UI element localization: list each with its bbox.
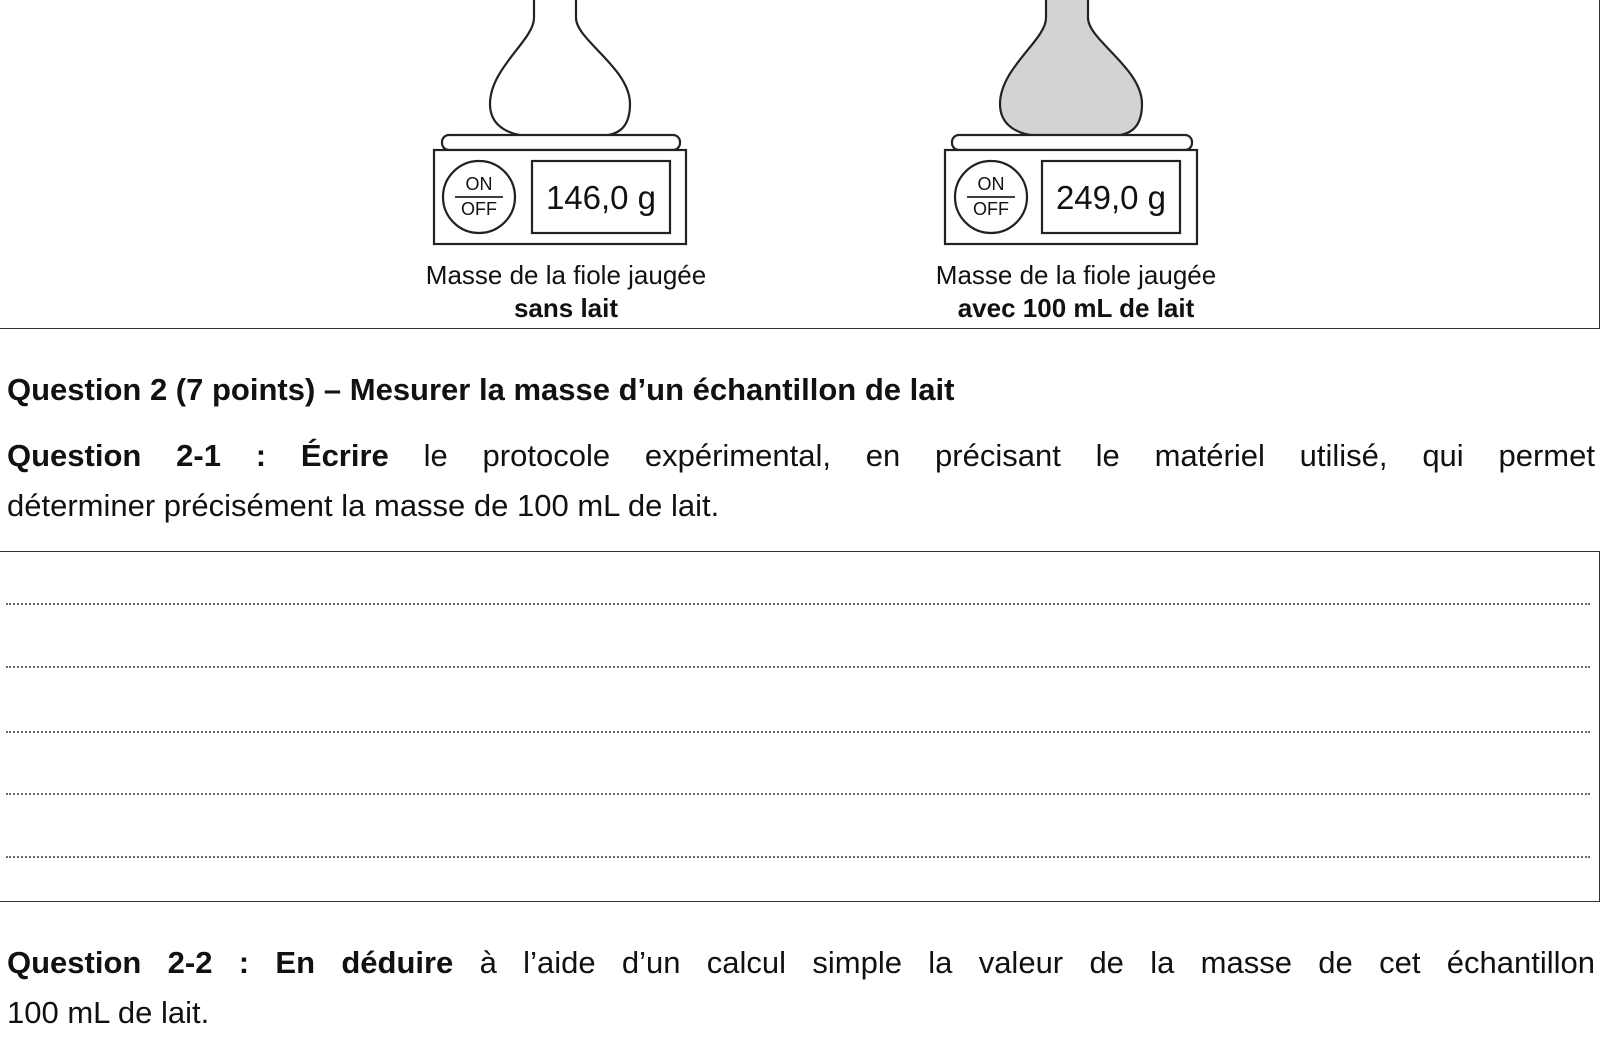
question-2-2-line1 (7, 938, 1595, 988)
caption-left-line2: sans lait (513, 293, 619, 323)
scale-reading: 249,0 g (1055, 179, 1167, 216)
caption-right-line2: avec 100 mL de lait (957, 293, 1195, 323)
button-label-on: ON (465, 174, 493, 194)
volumetric-flask-empty (490, 0, 630, 136)
scale-left (434, 135, 686, 244)
question-2-title: Question 2 (7 points) – Mesurer la masse d’un échantillon de lait (7, 372, 955, 407)
answer-line[interactable] (6, 856, 1590, 858)
caption-right (866, 259, 1286, 325)
caption-left-line1: Masse de la fiole jaugée (425, 260, 707, 290)
question-2-2-verb: En déduire (275, 945, 454, 980)
volumetric-flask-filled (1000, 0, 1142, 136)
question-2-2-text2: 100 mL de lait. (7, 995, 210, 1030)
question-2-2 (7, 938, 1595, 1038)
scale-pan (952, 135, 1192, 150)
answer-line[interactable] (6, 603, 1590, 605)
question-2-1-line1 (7, 431, 1595, 481)
answer-line[interactable] (6, 793, 1590, 795)
button-label-off: OFF (973, 199, 1009, 219)
question-2-2-label: Question 2-2 : (7, 945, 250, 980)
scale-reading: 146,0 g (545, 179, 657, 216)
caption-left (356, 259, 776, 325)
answer-line[interactable] (6, 731, 1590, 733)
question-2-1-verb: Écrire (300, 438, 389, 473)
question-2-1-text1: le protocole expérimental, en précisant le matériel utilisé, qui permet (423, 438, 1595, 473)
question-2-1-text2: déterminer précisément la masse de 100 mL de lait. (7, 488, 720, 523)
answer-line[interactable] (6, 666, 1590, 668)
question-2-1 (7, 431, 1595, 531)
question-2-2-text1: à l’aide d’un calcul simple la valeur de la masse de cet échantillon (479, 945, 1595, 980)
scale-right (945, 135, 1197, 244)
button-label-off: OFF (461, 199, 497, 219)
figure-illustration (0, 0, 1606, 335)
scale-pan (442, 135, 680, 150)
caption-right-line1: Masse de la fiole jaugée (935, 260, 1217, 290)
question-2-1-label: Question 2-1 : (7, 438, 267, 473)
button-label-on: ON (977, 174, 1005, 194)
answer-box[interactable] (0, 551, 1600, 902)
